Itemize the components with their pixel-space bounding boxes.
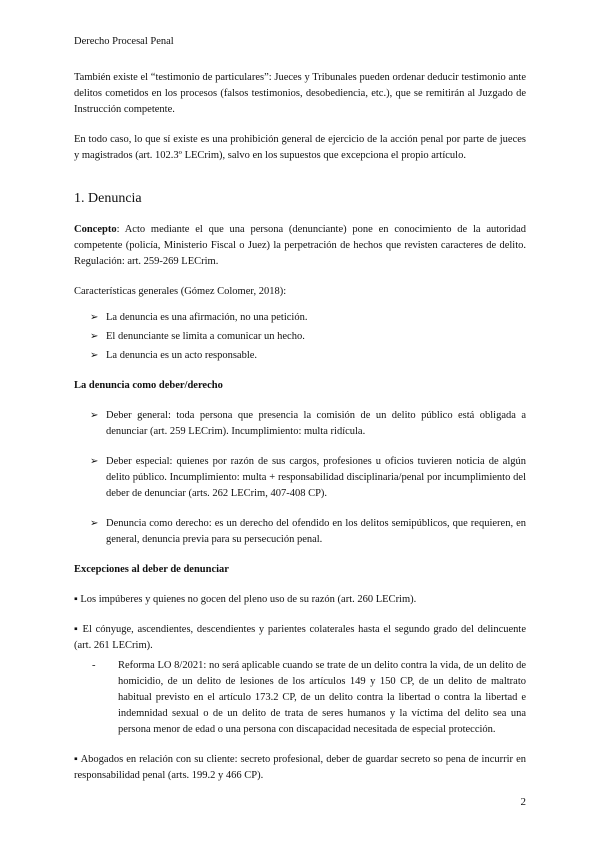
concept-text: : Acto mediante el que una persona (denunciante) pone en conocimiento de la autoridad competente (policía, Ministerio Fiscal o Juez) la perpetración de hechos que revisten caracteres de delito. Regulación: art. 259-269 LECrim. [74,224,526,267]
page-number: 2 [520,796,526,808]
arrow-bullet-icon: ➢ [90,456,99,467]
list-item: ➢ Deber general: toda persona que presencia la comisión de un delito público está obligada a denunciar (art. 259 LECrim). Incumplimiento: multa ridícula. [90,410,526,437]
dash-bullet-icon: - [92,660,96,671]
exception-subitem: - Reforma LO 8/2021: no será aplicable cuando se trate de un delito contra la vida, de un delito de homicidio, de un delito de lesiones de los artículos 149 y 150 CP, de un delito de maltrato habitual previsto en el artículo 173.2 CP, de un delito contra la libertad o contra la libertad e indemnidad sexual o de un delito de trata de seres humanos y la víctima del delito sea una persona menor de edad o una persona con discapacidad necesitada de especial protección. [92,660,526,735]
characteristics-intro: Características generales (Gómez Colomer, 2018): [74,286,287,297]
page-content [74,70,526,784]
running-header: Derecho Procesal Penal [74,36,174,47]
intro-paragraph-2: En todo caso, lo que sí existe es una prohibición general de ejercicio de la acción penal por parte de jueces y magistrados (art. 102.3º LECrim), salvo en los supuestos que excepciona el propio artículo. [74,134,526,161]
list-item: ➢ Denuncia como derecho: es un derecho del ofendido en los delitos semipúblicos, que requieren, en general, denuncia previa para su persecución penal. [90,518,526,545]
exception-item: ▪ Abogados en relación con su cliente: secreto profesional, deber de guardar secreto so pena de incurrir en responsabilidad penal (arts. 199.2 y 466 CP). [74,754,526,781]
concept-paragraph [74,222,526,270]
characteristics-list [74,310,526,364]
exceptions-heading: Excepciones al deber de denunciar [74,564,229,575]
list-item: ➢ La denuncia es una afirmación, no una petición. [74,310,526,326]
exception-item: ▪ Los impúberes y quienes no gocen del pleno uso de su razón (art. 260 LECrim). [74,594,417,605]
arrow-bullet-icon: ➢ [90,312,99,323]
list-item: ➢ La denuncia es un acto responsable. [74,348,526,364]
section-title: 1. Denuncia [74,191,142,206]
duty-heading: La denuncia como deber/derecho [74,380,223,391]
duty-list [74,408,526,548]
arrow-bullet-icon: ➢ [90,518,99,529]
concept-label: Concepto [74,224,117,235]
list-item: ➢ El denunciante se limita a comunicar un hecho. [74,329,526,345]
arrow-bullet-icon: ➢ [90,350,99,361]
arrow-bullet-icon: ➢ [90,331,99,342]
list-item: ➢ Deber especial: quienes por razón de sus cargos, profesiones u oficios tuvieren noticia de algún delito público. Incumplimiento: multa + responsabilidad disciplinaria/penal por incumplimiento del deber de denunciar (arts. 262 LECrim, 407-408 CP). [90,456,526,499]
arrow-bullet-icon: ➢ [90,410,99,421]
intro-paragraph-1: También existe el “testimonio de particulares”: Jueces y Tribunales pueden ordenar deducir testimonio ante delitos cometidos en los procesos (falsos testimonios, desobediencia, etc.), que se remitirán al Juzgado de Instrucción competente. [74,72,526,115]
exception-item: ▪ El cónyuge, ascendientes, descendientes y parientes colaterales hasta el segundo grado del delincuente (art. 261 LECrim). [74,624,526,651]
